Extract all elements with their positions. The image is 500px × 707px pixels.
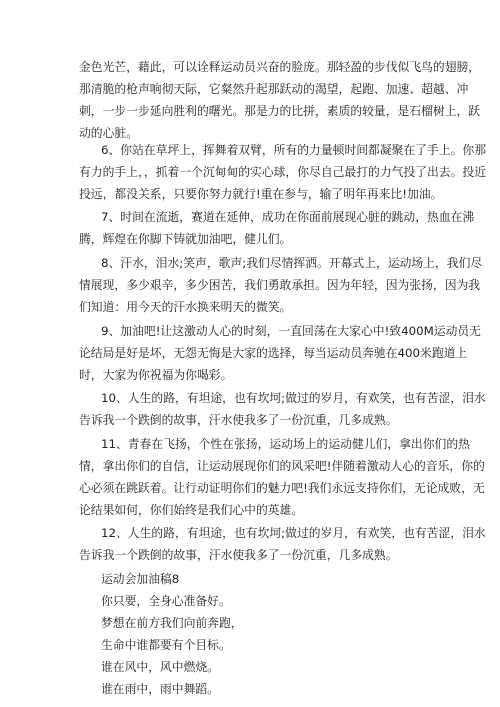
paragraph-line: 情展现，多少艰辛，多少困苦，我们勇敢承担。因为年轻，因为张扬，因为我 <box>79 278 481 292</box>
poem-line: 你只要，全身心准备好。 <box>101 594 231 608</box>
paragraph-line: 心必须在跳跃着。让行动证明你们的魅力吧!我们永远支持你们，无论成败，无 <box>79 481 485 495</box>
paragraph-line: 腾，辉煌在你脚下铸就加油吧，健儿们。 <box>79 232 292 246</box>
paragraph-line: 6、你站在草坪上，挥舞着双臂，所有的力量顿时间都凝聚在了手上。你那 <box>101 143 487 157</box>
paragraph-line: 金色光芒，藉此，可以诠释运动员兴奋的脸庞。那轻盈的步伐似飞鸟的翅膀， <box>79 60 481 74</box>
poem-line: 谁在雨中，雨中舞蹈。 <box>101 682 219 696</box>
paragraph-line: 10、人生的路，有坦途，也有坎坷;做过的岁月，有欢笑，也有苦涩，泪水 <box>101 391 486 405</box>
paragraph-line: 12、人生的路，有坦途，也有坎坷;做过的岁月，有欢笑，也有苦涩，泪水 <box>101 526 486 540</box>
poem-line: 生命中谁都要有个目标。 <box>101 638 231 652</box>
paragraph-line: 11、青春在飞扬，个性在张扬，运动场上的运动健儿们，拿出你们的热 <box>101 437 470 451</box>
paragraph-line: 9、加油吧!让这激动人心的时刻，一直回荡在大家心中!致400M运动员无 <box>101 324 481 338</box>
poem-line: 谁在风中，风中燃烧。 <box>101 660 219 674</box>
paragraph-line: 有力的手上，，抓着一个沉甸甸的实心球，你尽自己最打的力气投了出去。投近 <box>79 165 486 179</box>
paragraph-line: 情，拿出你们的自信，让运动展现你们的风采吧!伴随着激动人心的音乐，你的 <box>79 459 485 473</box>
paragraph-line: 动的心脏。 <box>79 126 138 140</box>
poem-line: 梦想在前方我们向前奔跑， <box>101 616 243 630</box>
paragraph-line: 们知道：用今天的汗水换来明天的微笑。 <box>79 300 292 314</box>
paragraph-line: 时，大家为你祝福为你喝彩。 <box>79 368 233 382</box>
paragraph-line: 论结局是好是坏，无怨无悔是大家的选择，每当运动员奔驰在400米跑道上 <box>79 346 468 360</box>
paragraph-line: 告诉我一个跌倒的故事，汗水使我多了一份沉重，几多成熟。 <box>79 413 398 427</box>
paragraph-line: 那清脆的枪声响彻天际，它粲然升起那跃动的渴望，起跑、加速、超越、冲 <box>79 82 469 96</box>
paragraph-line: 刺，一步一步延向胜利的曙光。那是力的比拼，素质的较量，是石榴树上，跃 <box>79 104 481 118</box>
paragraph-line: 告诉我一个跌倒的故事，汗水使我多了一份沉重，几多成熟。 <box>79 548 398 562</box>
paragraph-line: 投远，都没关系，只要你努力就行!重在参与，输了明年再来比!加油。 <box>79 187 443 201</box>
paragraph-line: 8、汗水，泪水;笑声，歌声;我们尽情挥洒。开幕式上，运动场上，我们尽 <box>101 256 483 270</box>
paragraph-line: 7、时间在流逝，赛道在延伸，成功在你面前展现心脏的跳动，热血在沸 <box>101 210 475 224</box>
paragraph-line: 论结果如何，你们始终是我们心中的英雄。 <box>79 503 304 517</box>
section-title: 运动会加油稿8 <box>101 572 180 586</box>
